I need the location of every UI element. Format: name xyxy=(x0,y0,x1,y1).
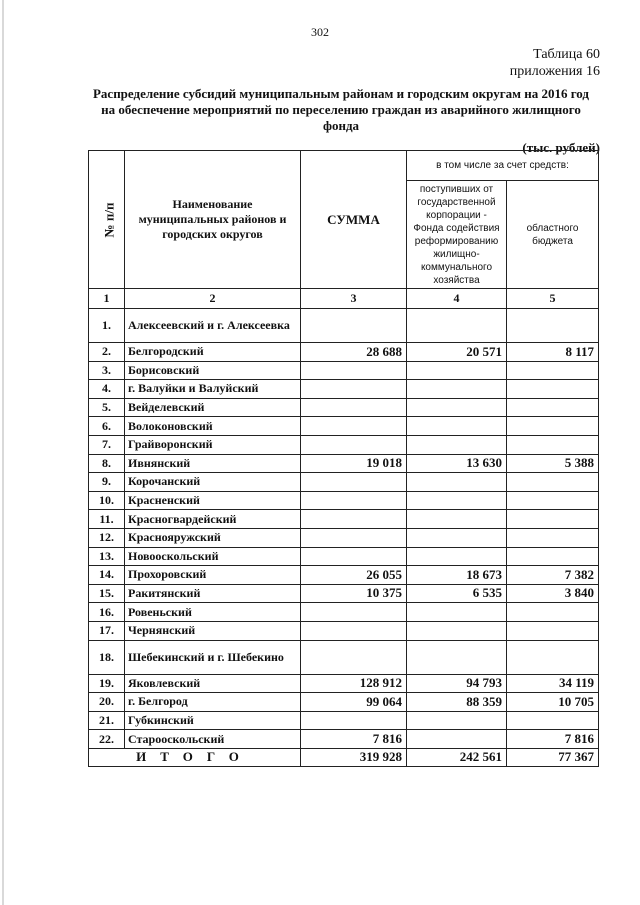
fund-value: 13 630 xyxy=(407,454,507,473)
table-row xyxy=(89,621,599,640)
row-number: 13. xyxy=(89,547,125,566)
sum-value xyxy=(301,417,407,436)
row-number: 20. xyxy=(89,693,125,712)
regional-value xyxy=(507,417,599,436)
row-number: 5. xyxy=(89,398,125,417)
page-number: 302 xyxy=(311,25,329,39)
sum-value xyxy=(301,510,407,529)
sum-value xyxy=(301,528,407,547)
column-index: 4 xyxy=(407,289,507,309)
district-name: Алексеевский и г. Алексеевка xyxy=(125,309,301,343)
district-name: Вейделевский xyxy=(125,398,301,417)
district-name: г. Белгород xyxy=(125,693,301,712)
regional-value: 34 119 xyxy=(507,674,599,693)
row-number: 1. xyxy=(89,309,125,343)
fund-value xyxy=(407,621,507,640)
sum-value xyxy=(301,398,407,417)
table-number: Таблица 60 xyxy=(533,47,600,62)
header-col-sum: СУММА xyxy=(301,151,407,289)
district-name: Белгородский xyxy=(125,343,301,362)
fund-value xyxy=(407,510,507,529)
fund-value: 94 793 xyxy=(407,674,507,693)
regional-value xyxy=(507,528,599,547)
table-row xyxy=(89,603,599,622)
fund-value xyxy=(407,640,507,674)
district-name: Прохоровский xyxy=(125,566,301,585)
regional-value xyxy=(507,547,599,566)
total-sum: 319 928 xyxy=(301,748,407,766)
regional-value: 7 382 xyxy=(507,566,599,585)
table-row xyxy=(89,435,599,454)
sum-value xyxy=(301,621,407,640)
table-row xyxy=(89,380,599,399)
row-number: 12. xyxy=(89,528,125,547)
district-name: Губкинский xyxy=(125,711,301,730)
column-index: 5 xyxy=(507,289,599,309)
district-name: Шебекинский и г. Шебекино xyxy=(125,640,301,674)
row-number: 6. xyxy=(89,417,125,436)
row-number: 9. xyxy=(89,473,125,492)
row-number: 18. xyxy=(89,640,125,674)
table-row xyxy=(89,547,599,566)
sum-value: 10 375 xyxy=(301,584,407,603)
sum-value: 7 816 xyxy=(301,730,407,749)
sum-value: 99 064 xyxy=(301,693,407,712)
table-row xyxy=(89,584,599,603)
row-number: 8. xyxy=(89,454,125,473)
fund-value: 20 571 xyxy=(407,343,507,362)
total-fund: 242 561 xyxy=(407,748,507,766)
sum-value: 28 688 xyxy=(301,343,407,362)
regional-value: 3 840 xyxy=(507,584,599,603)
district-name: Ракитянский xyxy=(125,584,301,603)
fund-value xyxy=(407,603,507,622)
sum-value: 128 912 xyxy=(301,674,407,693)
table-row xyxy=(89,491,599,510)
fund-value: 6 535 xyxy=(407,584,507,603)
sum-value xyxy=(301,711,407,730)
row-number: 22. xyxy=(89,730,125,749)
table-row xyxy=(89,528,599,547)
scan-edge xyxy=(2,0,4,905)
total-regional: 77 367 xyxy=(507,748,599,766)
table-row xyxy=(89,711,599,730)
sum-value xyxy=(301,309,407,343)
table-row xyxy=(89,674,599,693)
regional-value xyxy=(507,510,599,529)
header-row xyxy=(89,151,599,181)
table-row xyxy=(89,693,599,712)
sum-value xyxy=(301,473,407,492)
sum-value xyxy=(301,491,407,510)
regional-value xyxy=(507,398,599,417)
table-reference xyxy=(510,46,600,80)
table-row xyxy=(89,566,599,585)
fund-value xyxy=(407,711,507,730)
header-col-fund: поступивших от государственной корпорации - Фонда содействия реформированию жилищно-коммунального хозяйства xyxy=(407,181,507,289)
regional-value xyxy=(507,309,599,343)
row-number: 19. xyxy=(89,674,125,693)
district-name: Красногвардейский xyxy=(125,510,301,529)
district-name: Грайворонский xyxy=(125,435,301,454)
column-index: 3 xyxy=(301,289,407,309)
regional-value xyxy=(507,435,599,454)
regional-value xyxy=(507,491,599,510)
sum-value xyxy=(301,640,407,674)
sum-value xyxy=(301,380,407,399)
table-row xyxy=(89,361,599,380)
row-number: 3. xyxy=(89,361,125,380)
column-index-row xyxy=(89,289,599,309)
table-row xyxy=(89,473,599,492)
fund-value: 18 673 xyxy=(407,566,507,585)
regional-value xyxy=(507,473,599,492)
district-name: Красненский xyxy=(125,491,301,510)
regional-value xyxy=(507,603,599,622)
fund-value xyxy=(407,398,507,417)
row-number: 15. xyxy=(89,584,125,603)
district-name: Старооскольский xyxy=(125,730,301,749)
district-name: г. Валуйки и Валуйский xyxy=(125,380,301,399)
row-number: 7. xyxy=(89,435,125,454)
regional-value xyxy=(507,711,599,730)
fund-value xyxy=(407,730,507,749)
header-col-name: Наименование муниципальных районов и городских округов xyxy=(125,151,301,289)
fund-value xyxy=(407,309,507,343)
row-number: 4. xyxy=(89,380,125,399)
table-row xyxy=(89,417,599,436)
appendix-number: приложения 16 xyxy=(509,64,600,79)
row-number: 16. xyxy=(89,603,125,622)
header-col-regional: областного бюджета xyxy=(507,181,599,289)
fund-value xyxy=(407,435,507,454)
column-index: 2 xyxy=(125,289,301,309)
fund-value xyxy=(407,528,507,547)
fund-value xyxy=(407,547,507,566)
table-row xyxy=(89,640,599,674)
regional-value xyxy=(507,621,599,640)
sum-value xyxy=(301,547,407,566)
sum-value xyxy=(301,361,407,380)
header-col-including: в том числе за счет средств: xyxy=(407,151,599,181)
row-number: 2. xyxy=(89,343,125,362)
sum-value: 19 018 xyxy=(301,454,407,473)
subsidy-table xyxy=(88,150,599,767)
regional-value: 10 705 xyxy=(507,693,599,712)
district-name: Корочанский xyxy=(125,473,301,492)
district-name: Волоконовский xyxy=(125,417,301,436)
total-row xyxy=(89,748,599,766)
table-row xyxy=(89,730,599,749)
fund-value xyxy=(407,473,507,492)
district-name: Борисовский xyxy=(125,361,301,380)
header-col-no: № п/п xyxy=(89,151,125,289)
fund-value: 88 359 xyxy=(407,693,507,712)
regional-value xyxy=(507,380,599,399)
row-number: 21. xyxy=(89,711,125,730)
regional-value: 8 117 xyxy=(507,343,599,362)
sum-value xyxy=(301,603,407,622)
fund-value xyxy=(407,491,507,510)
column-index: 1 xyxy=(89,289,125,309)
district-name: Новооскольский xyxy=(125,547,301,566)
regional-value xyxy=(507,640,599,674)
row-number: 10. xyxy=(89,491,125,510)
district-name: Яковлевский xyxy=(125,674,301,693)
table-row xyxy=(89,309,599,343)
row-number: 14. xyxy=(89,566,125,585)
sum-value: 26 055 xyxy=(301,566,407,585)
regional-value: 7 816 xyxy=(507,730,599,749)
table-row xyxy=(89,454,599,473)
table-row xyxy=(89,510,599,529)
table-row xyxy=(89,398,599,417)
fund-value xyxy=(407,361,507,380)
table-row xyxy=(89,343,599,362)
fund-value xyxy=(407,380,507,399)
units-label: (тыс. рублей) xyxy=(522,140,600,155)
total-label: ИТОГО xyxy=(89,748,301,766)
district-name: Ивнянский xyxy=(125,454,301,473)
sum-value xyxy=(301,435,407,454)
district-name: Чернянский xyxy=(125,621,301,640)
district-name: Краснояружский xyxy=(125,528,301,547)
row-number: 17. xyxy=(89,621,125,640)
row-number: 11. xyxy=(89,510,125,529)
fund-value xyxy=(407,417,507,436)
district-name: Ровеньский xyxy=(125,603,301,622)
regional-value: 5 388 xyxy=(507,454,599,473)
regional-value xyxy=(507,361,599,380)
document-title: Распределение субсидий муниципальным районам и городским округам на 2016 год на обеспечение мероприятий по переселению граждан из аварийного жилищного фонда xyxy=(92,86,590,133)
